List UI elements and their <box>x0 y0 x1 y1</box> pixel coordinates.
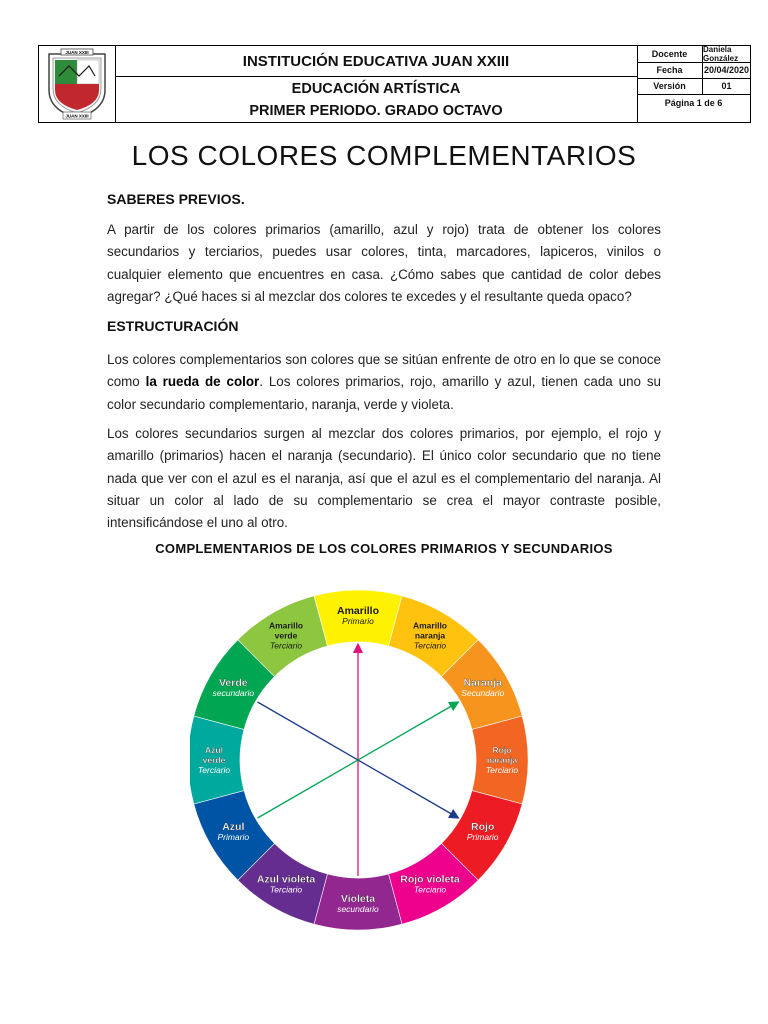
logo-text-top: JUAN XXIII <box>65 50 89 55</box>
wheel-color-name: Azul violeta <box>256 873 316 886</box>
meta-key: Versión <box>637 78 703 94</box>
wheel-caption: COMPLEMENTARIOS DE LOS COLORES PRIMARIOS Y SECUNDARIOS <box>155 541 613 556</box>
subject-name: EDUCACIÓN ARTÍSTICA <box>291 80 461 97</box>
wheel-color-name: Amarillo <box>336 605 380 617</box>
wheel-color-name: naranja <box>414 630 446 641</box>
wheel-color-type: Primario <box>217 832 250 842</box>
wheel-color-type: secundario <box>337 904 379 914</box>
meta-row-docente <box>637 46 750 63</box>
color-wheel <box>190 585 530 935</box>
wheel-color-name: Verde <box>218 677 248 689</box>
wheel-color-name: Violeta <box>340 893 376 905</box>
header-table <box>38 45 751 123</box>
meta-value: 01 <box>721 81 732 91</box>
meta-key: Fecha <box>637 62 703 78</box>
wheel-color-type: Terciario <box>269 640 303 651</box>
wheel-color-type: Terciario <box>413 640 447 651</box>
wheel-color-type: Primario <box>466 832 499 842</box>
shield-icon <box>39 46 115 122</box>
subject-block <box>115 77 637 122</box>
paragraph-complementarios <box>107 349 661 416</box>
paragraph-text: Los colores complementarios son colores que se sitúan enfrente de otro en lo que se conoce como <box>107 352 661 390</box>
meta-row-fecha <box>637 62 750 79</box>
meta-value: 20/04/2020 <box>703 65 750 75</box>
wheel-color-name: Amarillo <box>412 620 448 631</box>
meta-row-version <box>637 78 750 95</box>
wheel-color-type: secundario <box>212 688 255 698</box>
wheel-color-name: Amarillo <box>268 620 304 631</box>
meta-key: Docente <box>637 46 703 62</box>
wheel-color-type: Terciario <box>485 765 519 775</box>
wheel-color-type: Terciario <box>413 884 447 895</box>
paragraph-secundarios: Los colores secundarios surgen al mezclar dos colores primarios, por ejemplo, el rojo y amarillo (primarios) hacen el naranja (secundario). El único color secundario que no tiene nada que ver con el azul es el naranja, así que el azul es el complementario del naranja. Al situar un color al lado de su complementario se crea el mayor contraste posible, intensificándose el uno al otro. <box>107 426 661 531</box>
school-logo <box>39 46 116 122</box>
wheel-color-type: Primario <box>342 616 374 626</box>
wheel-color-name: Azul <box>205 745 223 755</box>
wheel-color-name: verde <box>274 630 298 641</box>
meta-value: Daniela González <box>703 45 739 63</box>
heading-estructuracion: ESTRUCTURACIÓN <box>107 318 239 334</box>
wheel-color-type: Secundario <box>461 688 505 698</box>
wheel-color-type: Terciario <box>269 884 303 895</box>
wheel-color-name: Rojo <box>492 745 512 755</box>
wheel-color-name: Rojo <box>471 821 495 833</box>
wheel-color-name: Azul <box>222 821 245 833</box>
wheel-color-type: Terciario <box>197 765 231 775</box>
institution-name: INSTITUCIÓN EDUCATIVA JUAN XXIII <box>115 46 637 77</box>
period-label: PRIMER PERIODO. GRADO OCTAVO <box>249 102 503 119</box>
paragraph-saberes-previos: A partir de los colores primarios (amarillo, azul y rojo) trata de obtener los colores secundarios y terciarios, puedes usar colores, tinta, marcadores, lapiceros, vinilos o cualquier elemento que encuentres en casa. ¿Cómo sabes que cantidad de color debes agregar? ¿Qué haces si al mezclar dos colores te excedes y el resultante queda opaco? <box>107 222 661 304</box>
wheel-color-name: Rojo violeta <box>400 873 460 886</box>
wheel-color-name: naranja <box>486 755 518 765</box>
meta-cell <box>637 46 750 122</box>
header-title-cell <box>115 46 638 122</box>
bold-term: la rueda de color <box>145 374 260 390</box>
wheel-color-name: verde <box>202 755 226 765</box>
heading-saberes-previos: SABERES PREVIOS. <box>107 191 245 207</box>
logo-text-bottom: JUAN XXIII <box>65 113 89 119</box>
page-number: Página 1 de 6 <box>664 98 723 108</box>
wheel-color-name: Naranja <box>463 677 502 689</box>
page-title: LOS COLORES COMPLEMENTARIOS <box>131 140 637 171</box>
paragraph-text: . Los colores primarios, rojo, amarillo y azul, tienen cada uno su color secundario complementario, naranja, verde y violeta. <box>107 374 661 412</box>
